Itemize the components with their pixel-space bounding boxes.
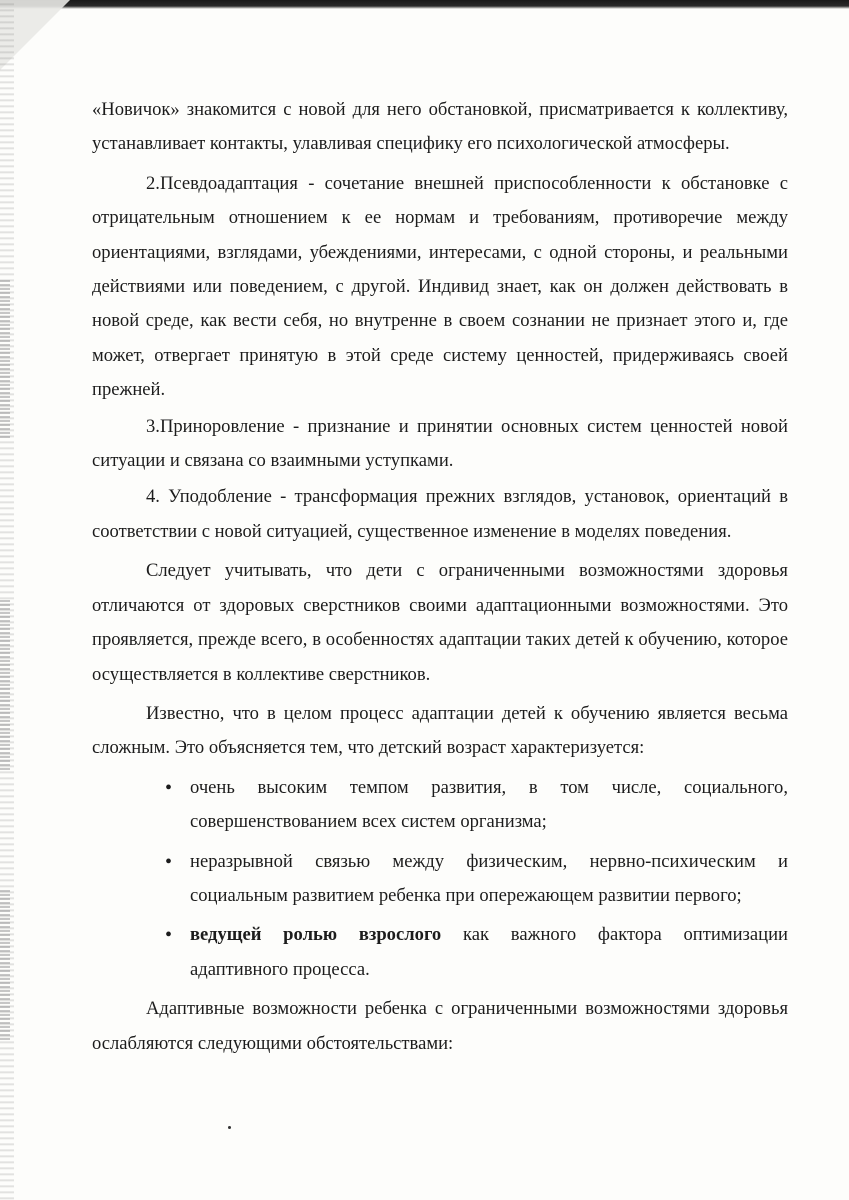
bullet-text: очень высоким темпом развития, в том числе, социального, совершенствованием всех систем организма; <box>190 776 788 833</box>
bullet-item <box>190 918 788 987</box>
bullet-item <box>190 845 788 914</box>
paragraph-novice: «Новичок» знакомится с новой для него обстановкой, присматривается к коллективу, устанавливает контакты, улавливая специфику его психологической атмосферы. <box>92 99 788 155</box>
scan-left-mark <box>0 600 10 770</box>
bullet-item <box>190 771 788 840</box>
paragraph-adaptive-capabilities: Адаптивные возможности ребенка с ограниченными возможностями здоровья ослабляются следующими обстоятельствами: <box>92 998 788 1054</box>
paragraph-children-limited-health: Следует учитывать, что дети с ограниченными возможностями здоровья отличаются от здоровых сверстников своими адаптационными возможностями. Это проявляется, прежде всего, в особенностях адаптации таких детей к обучению, которое осуществляется в коллективе сверстников. <box>92 560 788 685</box>
paragraph-accommodation: 3.Приноровление - признание и принятии основных систем ценностей новой ситуации и связана со взаимными уступками. <box>92 415 788 472</box>
bullet-list <box>92 771 788 987</box>
bullet-text: неразрывной связью между физическим, нервно-психическим и социальным развитием ребенка при опережающем развитии первого; <box>190 850 788 906</box>
bullet-text: как важного фактора оптимизации адаптивного процесса. <box>190 924 788 980</box>
scan-top-edge <box>0 0 849 9</box>
scan-left-mark <box>0 890 10 1040</box>
paragraph-assimilation: 4. Уподобление - трансформация прежних взглядов, установок, ориентаций в соответствии с новой ситуацией, существенное изменение в моделях поведения. <box>92 486 788 542</box>
paragraph-adaptation-complexity: Известно, что в целом процесс адаптации детей к обучению является весьма сложным. Это объясняется тем, что детский возраст характеризуется: <box>92 702 788 759</box>
paragraph-pseudoadaptation: 2.Псевдоадаптация - сочетание внешней приспособленности к обстановке с отрицательным отношением к ее нормам и требованиям, противоречие между ориентациями, взглядами, убеждениями, интересами, с одной стороны, и реальными действиями или поведением, с другой. Индивид знает, как он должен действовать в новой среде, как вести себя, но внутренне в своем сознании не признает этого и, где может, отвергает принятую в этой среде систему ценностей, придерживаясь своей прежней. <box>92 172 788 401</box>
scan-speck <box>228 1126 231 1129</box>
scan-left-mark <box>0 280 10 440</box>
bullet-bold-text: ведущей ролью взрослого <box>190 924 442 946</box>
document-page <box>92 93 788 1061</box>
